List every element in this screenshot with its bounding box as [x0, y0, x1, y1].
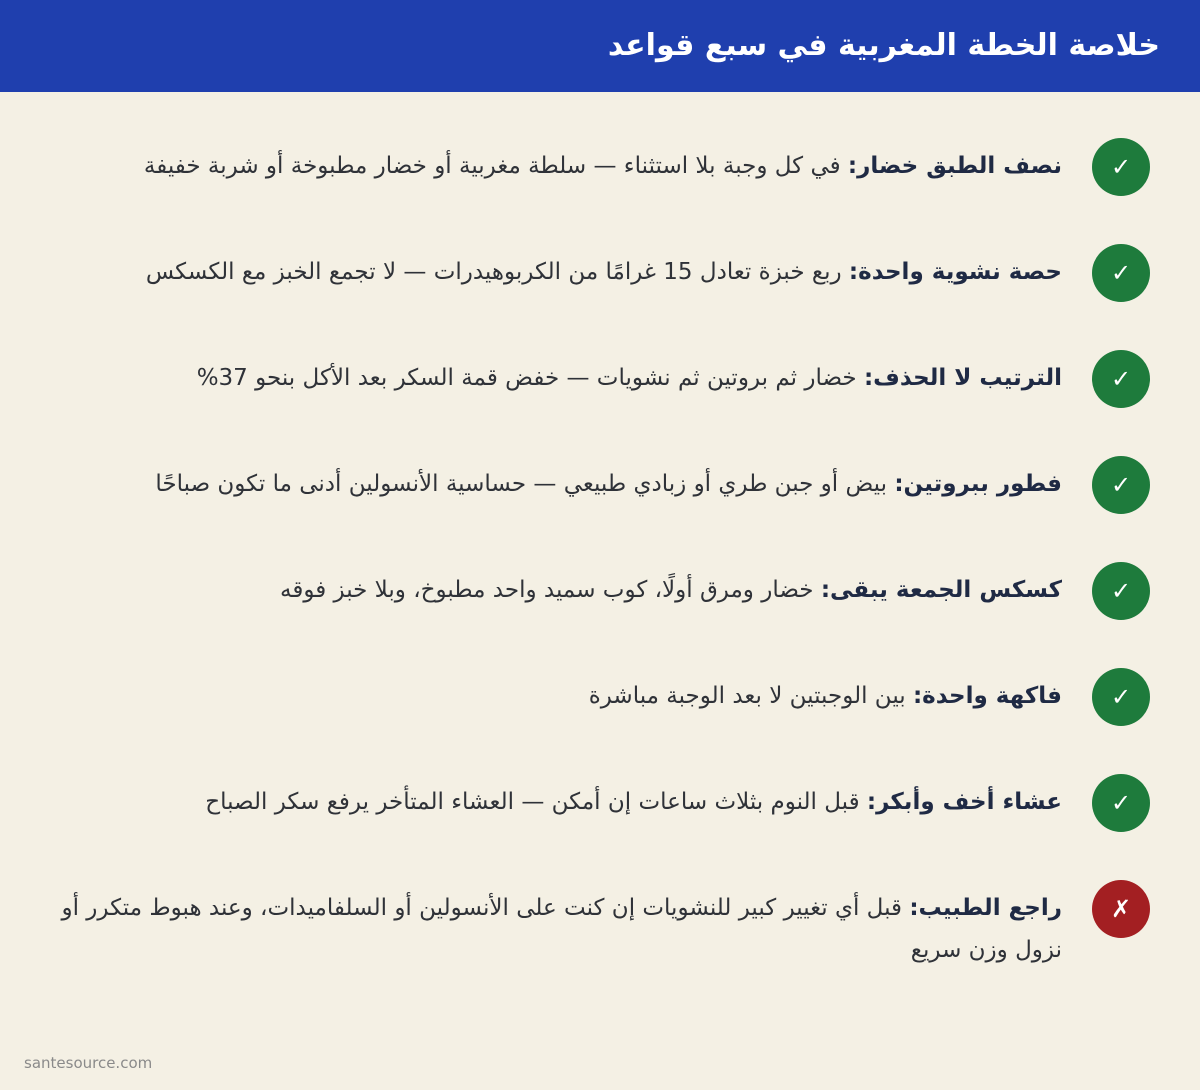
- rule-item: [50, 244, 1150, 350]
- header-banner: [0, 0, 1200, 92]
- rule-text: [50, 880, 1062, 971]
- rule-description: ربع خبزة تعادل 15 غرامًا من الكربوهيدرات — لا تجمع الخبز مع الكسكس: [145, 259, 842, 285]
- rule-description: في كل وجبة بلا استثناء — سلطة مغربية أو خضار مطبوخة أو شربة خفيفة: [143, 153, 841, 179]
- rule-text: [50, 668, 1062, 717]
- cross-icon: ✗: [1092, 880, 1150, 938]
- rule-title: فطور ببروتين:: [894, 471, 1062, 497]
- rule-description: بيض أو جبن طري أو زبادي طبيعي — حساسية الأنسولين أدنى ما تكون صباحًا: [155, 471, 887, 497]
- rule-item: [50, 668, 1150, 774]
- rule-title: راجع الطبيب:: [909, 895, 1062, 921]
- rule-text: [50, 456, 1062, 505]
- rule-text: [50, 562, 1062, 611]
- rule-item: [50, 456, 1150, 562]
- rule-item: [50, 350, 1150, 456]
- rule-title: فاكهة واحدة:: [912, 683, 1062, 709]
- rule-item: [50, 774, 1150, 880]
- page-title: خلاصة الخطة المغربية في سبع قواعد: [607, 28, 1160, 63]
- rules-list: [0, 92, 1200, 971]
- rule-text: [50, 350, 1062, 399]
- rule-item: [50, 138, 1150, 244]
- check-icon: ✓: [1092, 138, 1150, 196]
- rule-description: بين الوجبتين لا بعد الوجبة مباشرة: [588, 683, 906, 709]
- rule-text: [50, 244, 1062, 293]
- check-icon: ✓: [1092, 456, 1150, 514]
- rule-item: [50, 880, 1150, 971]
- rule-description: خضار ومرق أولًا، كوب سميد واحد مطبوخ، وبلا خبز فوقه: [280, 577, 814, 603]
- check-icon: ✓: [1092, 562, 1150, 620]
- check-icon: ✓: [1092, 350, 1150, 408]
- check-icon: ✓: [1092, 668, 1150, 726]
- source-credit: santesource.com: [24, 1054, 153, 1072]
- rule-title: الترتيب لا الحذف:: [863, 365, 1062, 391]
- rule-description: قبل أي تغيير كبير للنشويات إن كنت على الأنسولين أو السلفاميدات، وعند هبوط متكرر أو نزول وزن سريع: [61, 895, 1062, 963]
- rule-item: [50, 562, 1150, 668]
- check-icon: ✓: [1092, 774, 1150, 832]
- rule-title: نصف الطبق خضار:: [847, 153, 1062, 179]
- rule-title: عشاء أخف وأبكر:: [866, 789, 1062, 815]
- rule-description: قبل النوم بثلاث ساعات إن أمكن — العشاء المتأخر يرفع سكر الصباح: [205, 789, 860, 815]
- rule-title: كسكس الجمعة يبقى:: [820, 577, 1062, 603]
- rule-text: [50, 138, 1062, 187]
- check-icon: ✓: [1092, 244, 1150, 302]
- rule-title: حصة نشوية واحدة:: [848, 259, 1062, 285]
- rule-text: [50, 774, 1062, 823]
- rule-description: خضار ثم بروتين ثم نشويات — خفض قمة السكر بعد الأكل بنحو 37%: [196, 365, 857, 391]
